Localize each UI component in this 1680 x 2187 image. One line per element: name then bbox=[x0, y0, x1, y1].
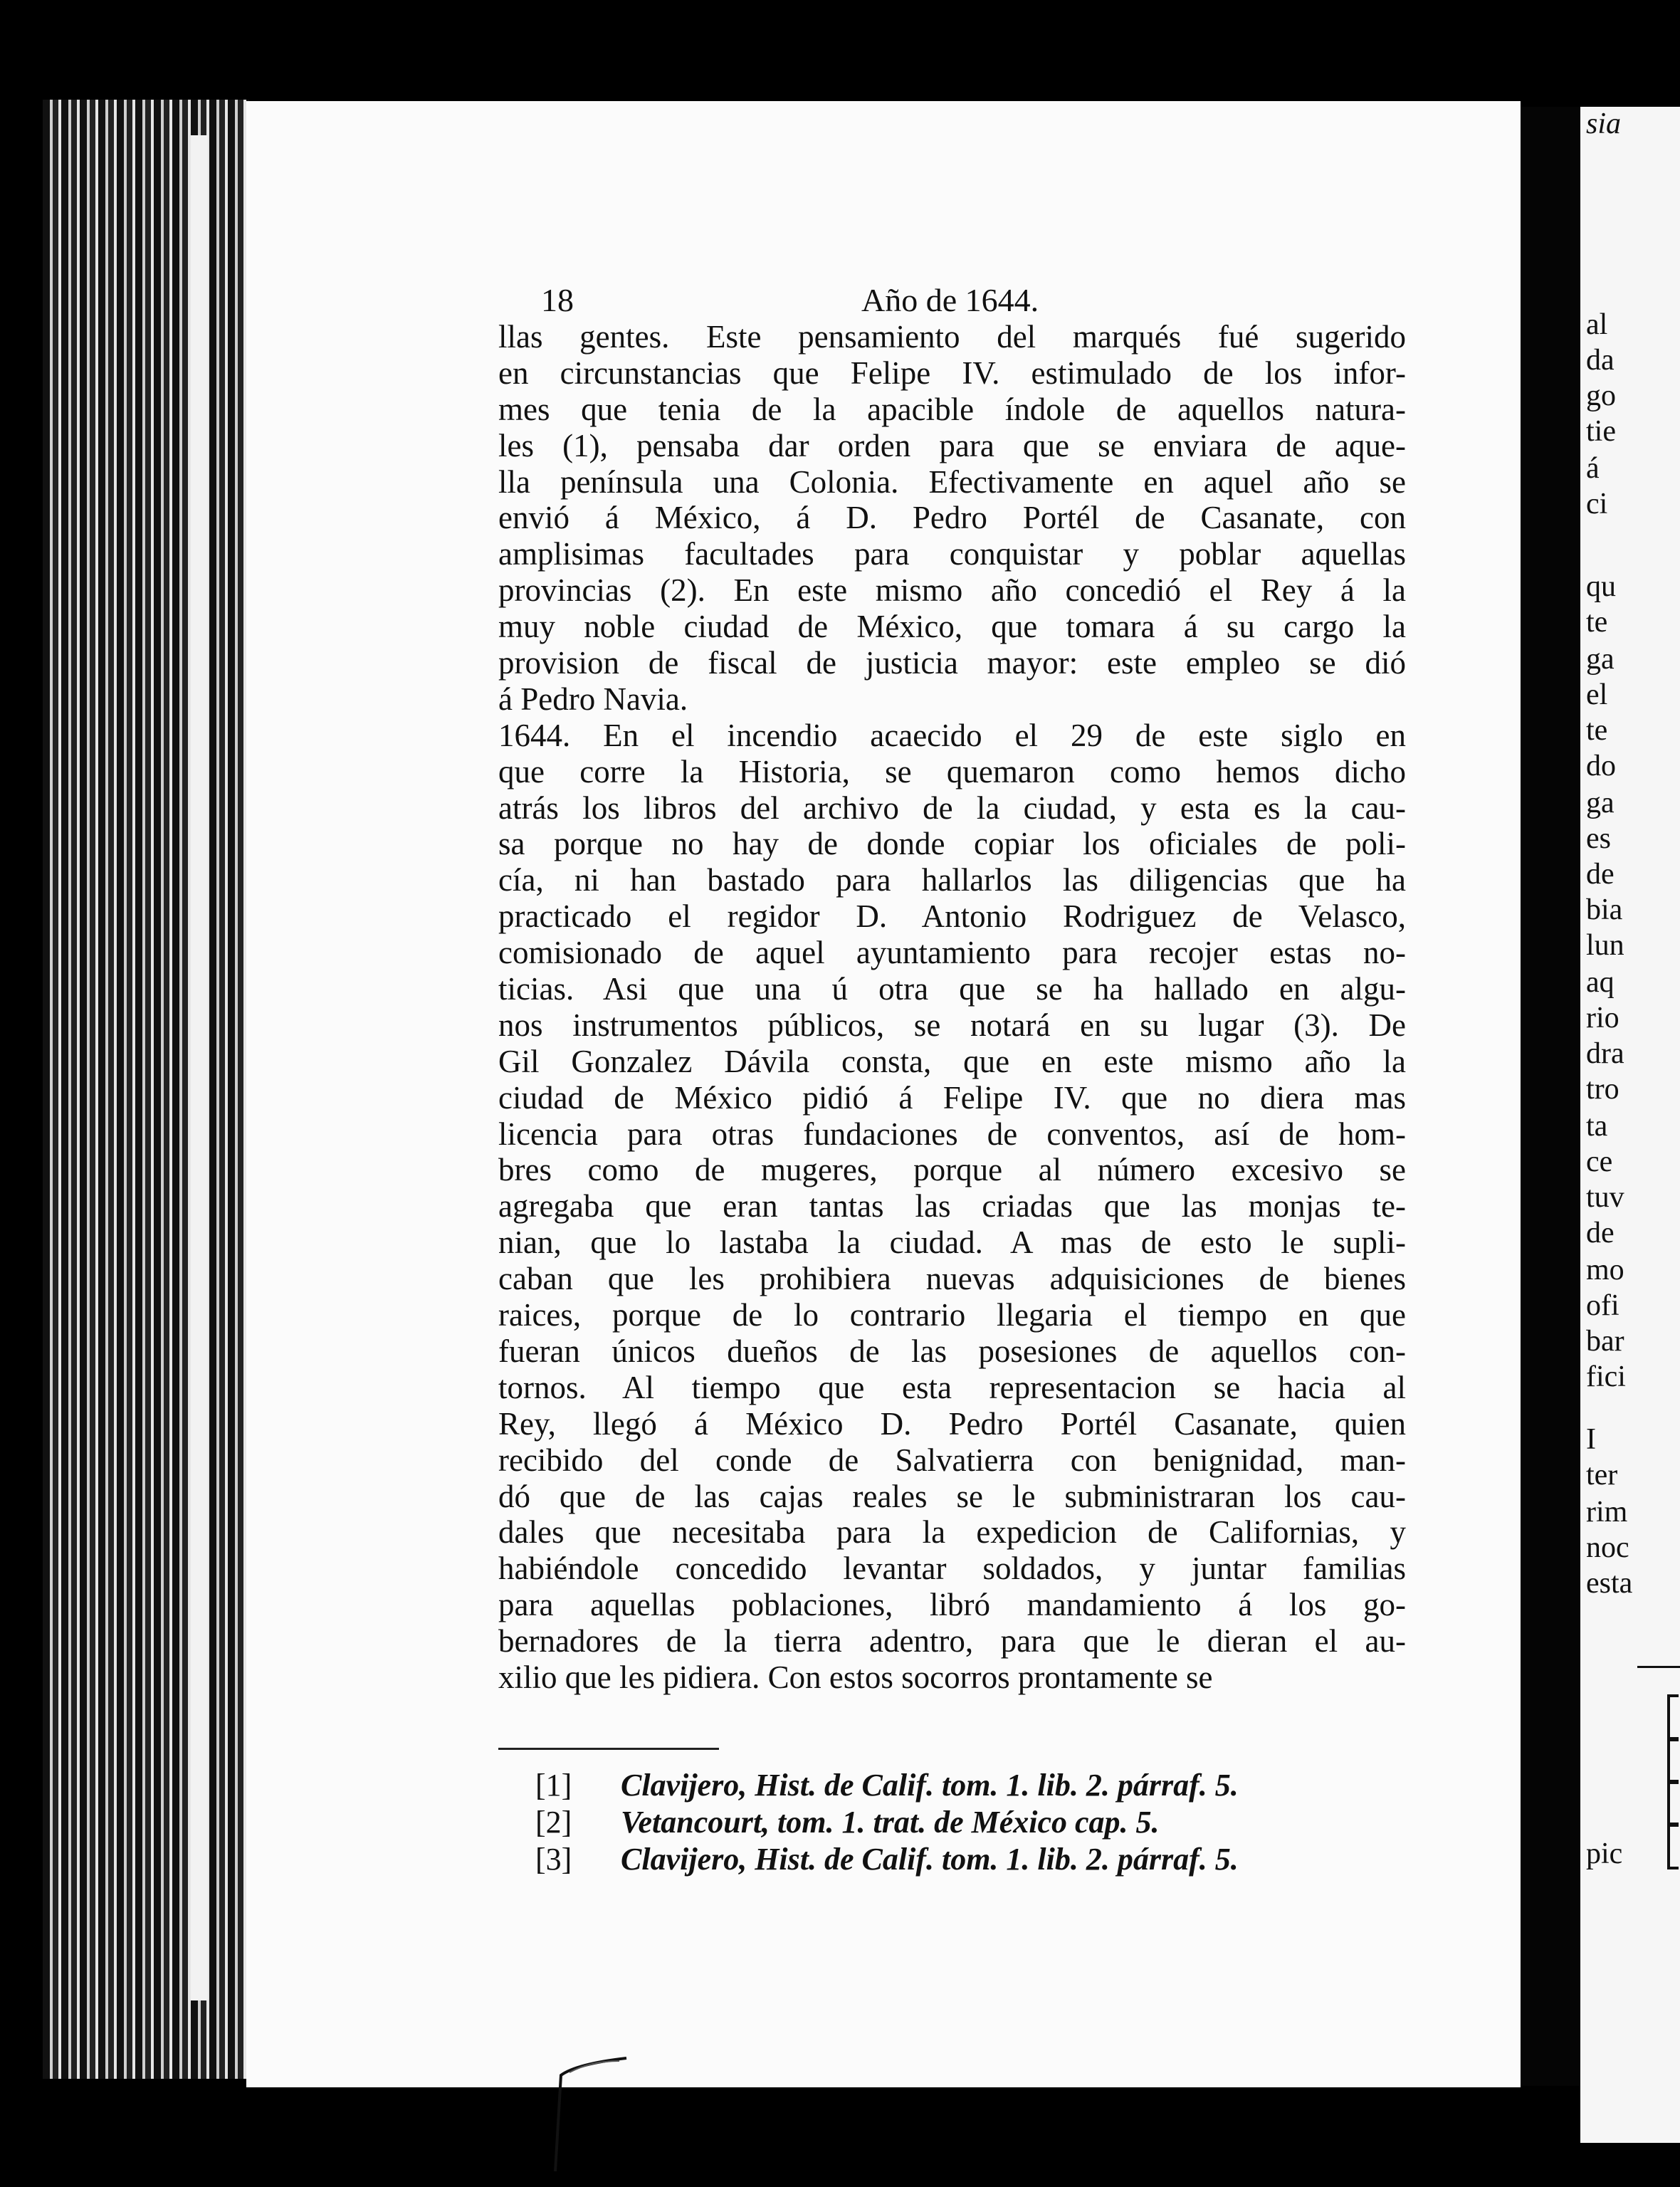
adjacent-page-fragment: aq bbox=[1586, 966, 1615, 999]
footnote-mark: [1] bbox=[535, 1768, 572, 1803]
text-line: agregaba que eran tantas las criadas que las monjas te- bbox=[498, 1188, 1406, 1224]
text-line: atrás los libros del archivo de la ciudad, y esta es la cau- bbox=[498, 790, 1406, 826]
adjacent-page-fragment: fici bbox=[1586, 1360, 1626, 1393]
body-text bbox=[498, 319, 1406, 1696]
adjacent-page-fragment: I bbox=[1586, 1423, 1596, 1456]
adjacent-page-fragment: tro bbox=[1586, 1073, 1619, 1106]
text-line: les (1), pensaba dar orden para que se enviara de aque- bbox=[498, 427, 1406, 463]
adjacent-page-fragment: al bbox=[1586, 308, 1608, 341]
text-line: comisionado de aquel ayuntamiento para recojer estas no- bbox=[498, 935, 1406, 971]
adjacent-page-fragment: te bbox=[1586, 606, 1608, 639]
page-number: 18 bbox=[541, 282, 574, 318]
adjacent-page-fragment: go bbox=[1586, 379, 1616, 412]
adjacent-page-fragment: te bbox=[1586, 714, 1608, 747]
adjacent-page-fragment: rim bbox=[1586, 1496, 1628, 1528]
adjacent-page-fragment: tuv bbox=[1586, 1181, 1624, 1214]
adjacent-page-fragment: dra bbox=[1586, 1037, 1624, 1070]
adjacent-page-fragment: pic bbox=[1586, 1837, 1623, 1870]
adjacent-page-fragment: bar bbox=[1586, 1325, 1624, 1358]
footnote-text: Clavijero, Hist. de Calif. tom. 1. lib. 2. párraf. 5. bbox=[621, 1768, 1239, 1803]
adjacent-footnote-rule bbox=[1637, 1666, 1680, 1668]
text-line: lla península una Colonia. Efectivamente en aquel año se bbox=[498, 463, 1406, 500]
adjacent-page-fragment: ce bbox=[1586, 1145, 1613, 1178]
text-line: dales que necesitaba para la expedicion de Californias, y bbox=[498, 1514, 1406, 1551]
text-line: que corre la Historia, se quemaron como hemos dicho bbox=[498, 753, 1406, 790]
adjacent-page-fragment: el bbox=[1586, 678, 1608, 711]
pen-mark-icon bbox=[548, 2054, 634, 2175]
adjacent-page-fragment: ci bbox=[1586, 488, 1608, 520]
text-line: ticias. Asi que una ú otra que se ha hallado en algu- bbox=[498, 971, 1406, 1007]
adjacent-page-fragment: á bbox=[1586, 452, 1600, 485]
adjacent-page bbox=[1580, 107, 1680, 2143]
adjacent-footnote-bracket bbox=[1667, 1694, 1679, 1741]
adjacent-footnote-bracket bbox=[1667, 1822, 1679, 1869]
adjacent-page-fragment: es bbox=[1586, 822, 1611, 855]
text-line: bres como de mugeres, porque al número excesivo se bbox=[498, 1152, 1406, 1188]
adjacent-page-fragment: ta bbox=[1586, 1110, 1608, 1143]
footnote-mark: [2] bbox=[535, 1805, 572, 1840]
text-line: practicado el regidor D. Antonio Rodriguez de Velasco, bbox=[498, 898, 1406, 935]
text-line: mes que tenia de la apacible índole de aquellos natura- bbox=[498, 391, 1406, 427]
adjacent-page-fragment: mo bbox=[1586, 1254, 1624, 1286]
text-line: xilio que les pidiera. Con estos socorros prontamente se bbox=[498, 1659, 1213, 1695]
footnote bbox=[535, 1804, 1407, 1841]
footnote bbox=[535, 1767, 1407, 1804]
adjacent-page-fragment: da bbox=[1586, 344, 1615, 377]
adjacent-page-fragment: rio bbox=[1586, 1002, 1619, 1034]
text-line: provincias (2). En este mismo año concedió el Rey á la bbox=[498, 572, 1406, 609]
adjacent-page-fragment: bia bbox=[1586, 893, 1623, 926]
footnote-text: Clavijero, Hist. de Calif. tom. 1. lib. 2. párraf. 5. bbox=[621, 1842, 1239, 1877]
footnote-mark: [3] bbox=[535, 1842, 572, 1877]
footnote-text: Vetancourt, tom. 1. trat. de México cap. 5. bbox=[621, 1805, 1160, 1840]
adjacent-footnote-bracket bbox=[1667, 1737, 1679, 1784]
adjacent-page-fragment: sia bbox=[1586, 107, 1622, 140]
footnote bbox=[535, 1841, 1407, 1878]
adjacent-page-fragment: de bbox=[1586, 858, 1615, 891]
adjacent-page-fragment: ter bbox=[1586, 1459, 1618, 1491]
text-line: tornos. Al tiempo que esta representacion se hacia al bbox=[498, 1369, 1406, 1405]
text-line: fueran únicos dueños de las posesiones de aquellos con- bbox=[498, 1333, 1406, 1369]
text-line: provision de fiscal de justicia mayor: este empleo se dió bbox=[498, 645, 1406, 681]
text-line: 1644. En el incendio acaecido el 29 de este siglo en bbox=[498, 717, 1406, 753]
text-line: amplisimas facultades para conquistar y poblar aquellas bbox=[498, 536, 1406, 572]
running-head: Año de 1644. bbox=[861, 282, 1039, 318]
text-line: habiéndole concedido levantar soldados, y juntar familias bbox=[498, 1551, 1406, 1587]
text-line: recibido del conde de Salvatierra con benignidad, man- bbox=[498, 1442, 1406, 1478]
text-line: Rey, llegó á México D. Pedro Portél Casanate, quien bbox=[498, 1405, 1406, 1442]
text-line: para aquellas poblaciones, libró mandamiento á los go- bbox=[498, 1587, 1406, 1623]
text-line: en circunstancias que Felipe IV. estimulado de los infor- bbox=[498, 355, 1406, 391]
text-line: nian, que lo lastaba la ciudad. A mas de esto le supli- bbox=[498, 1224, 1406, 1261]
footnotes bbox=[535, 1767, 1407, 1878]
text-line: nos instrumentos públicos, se notará en su lugar (3). De bbox=[498, 1007, 1406, 1043]
adjacent-page-fragment: ofi bbox=[1586, 1289, 1619, 1322]
footnote-rule bbox=[498, 1748, 719, 1750]
text-line: á Pedro Navia. bbox=[498, 681, 688, 717]
book-gutter bbox=[1521, 107, 1580, 2086]
adjacent-page-fragment: de bbox=[1586, 1217, 1615, 1249]
text-line: muy noble ciudad de México, que tomara á su cargo la bbox=[498, 609, 1406, 645]
text-line: bernadores de la tierra adentro, para que le dieran el au- bbox=[498, 1623, 1406, 1659]
text-line: dó que de las cajas reales se le subministraran los cau- bbox=[498, 1478, 1406, 1514]
adjacent-page-fragment: qu bbox=[1586, 570, 1616, 603]
text-line: ciudad de México pidió á Felipe IV. que no diera mas bbox=[498, 1079, 1406, 1116]
text-line: sa porque no hay de donde copiar los oficiales de poli- bbox=[498, 826, 1406, 862]
adjacent-page-fragment: esta bbox=[1586, 1567, 1633, 1600]
adjacent-page-fragment: do bbox=[1586, 750, 1616, 782]
text-line: raices, porque de lo contrario llegaria el tiempo en que bbox=[498, 1297, 1406, 1333]
text-line: caban que les prohibiera nuevas adquisiciones de bienes bbox=[498, 1261, 1406, 1297]
text-line: licencia para otras fundaciones de conventos, así de hom- bbox=[498, 1116, 1406, 1152]
book-edge-strip bbox=[191, 135, 208, 2000]
text-line: cía, ni han bastado para hallarlos las diligencias que ha bbox=[498, 862, 1406, 898]
adjacent-page-fragment: tie bbox=[1586, 415, 1616, 448]
page-header bbox=[541, 281, 1409, 324]
adjacent-footnote-bracket bbox=[1667, 1780, 1679, 1827]
adjacent-page-fragment: lun bbox=[1586, 929, 1624, 962]
adjacent-page-fragment: noc bbox=[1586, 1531, 1629, 1564]
text-line: Gil Gonzalez Dávila consta, que en este mismo año la bbox=[498, 1043, 1406, 1079]
text-line: llas gentes. Este pensamiento del marqués fué sugerido bbox=[498, 319, 1406, 355]
text-line: envió á México, á D. Pedro Portél de Casanate, con bbox=[498, 500, 1406, 536]
adjacent-page-fragment: ga bbox=[1586, 787, 1615, 819]
adjacent-page-fragment: ga bbox=[1586, 643, 1615, 676]
book-edge-stack bbox=[43, 100, 249, 2079]
